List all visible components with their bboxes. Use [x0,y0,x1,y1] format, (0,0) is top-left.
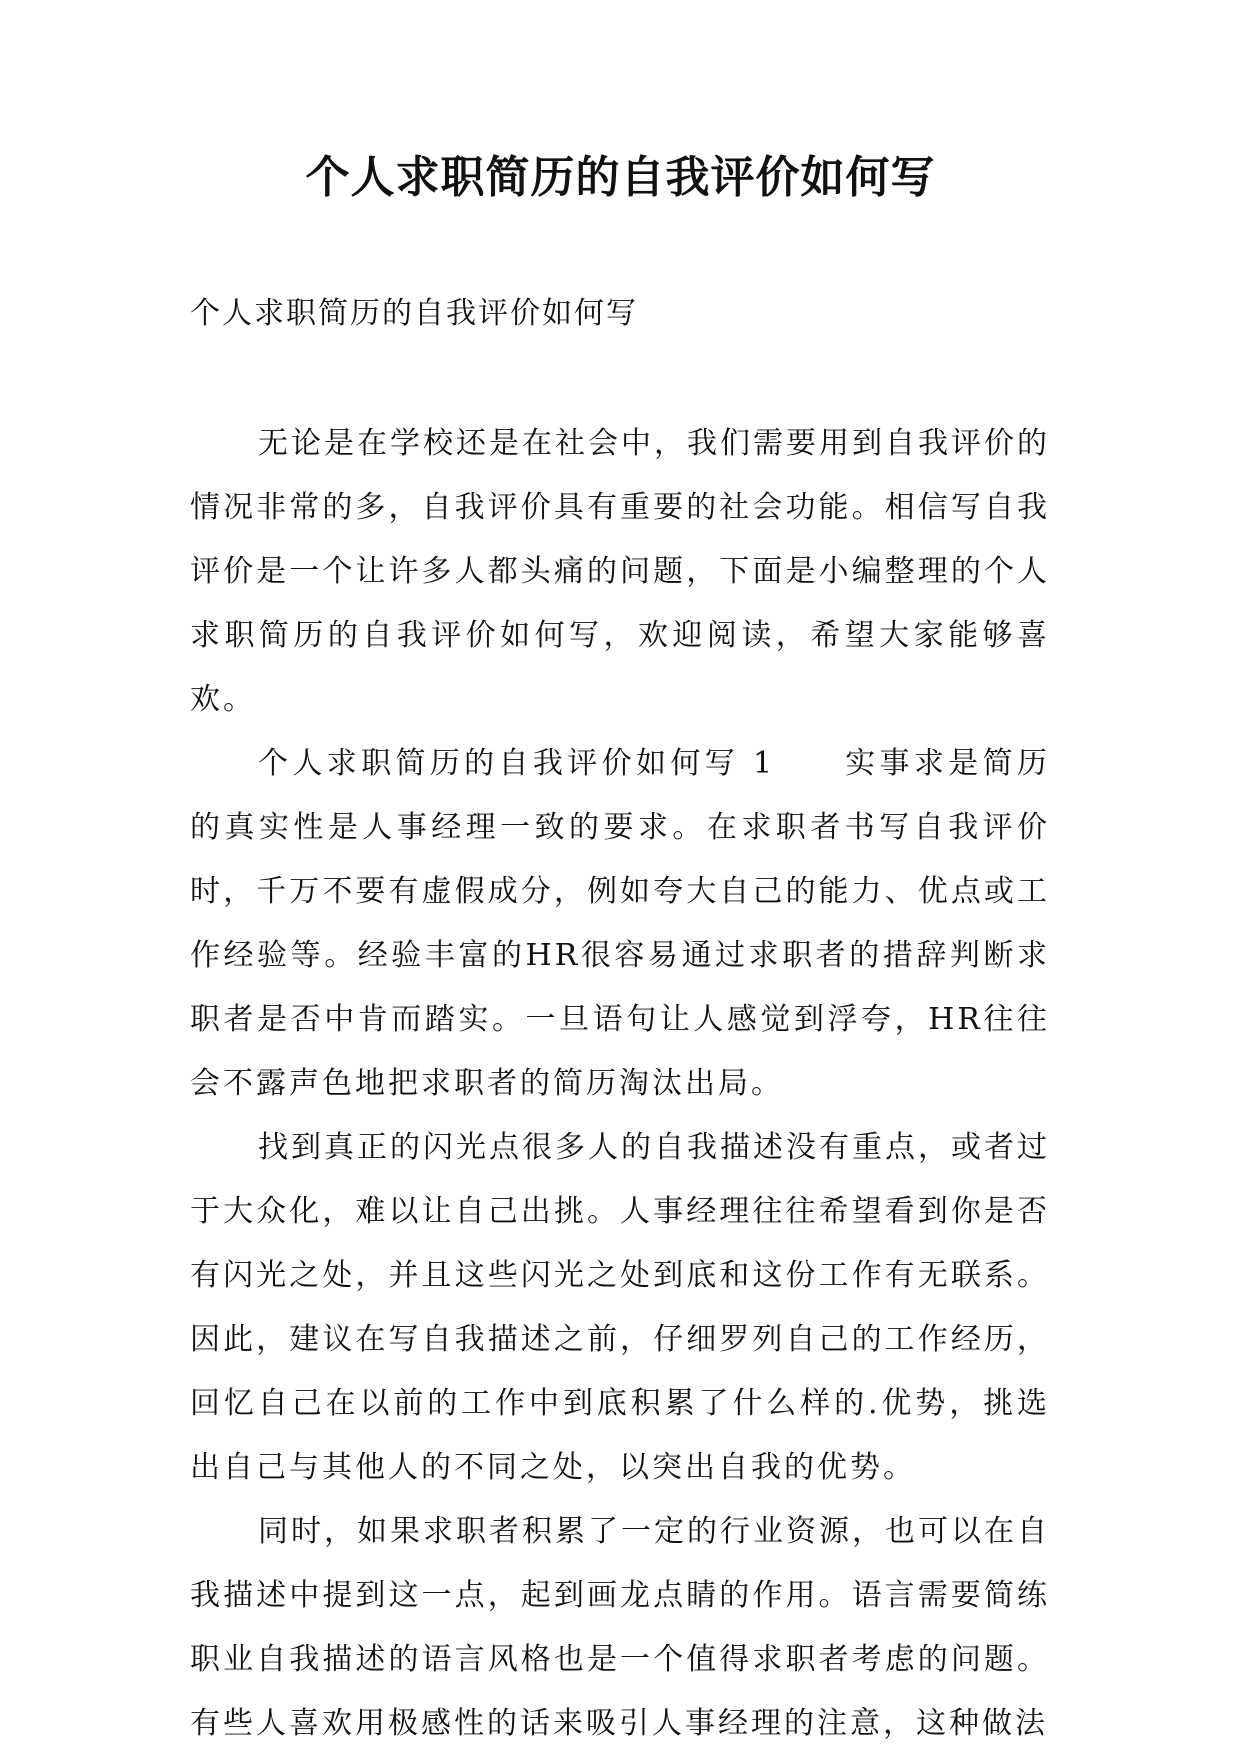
paragraph-intro: 无论是在学校还是在社会中，我们需要用到自我评价的情况非常的多，自我评价具有重要的社会功能。相信写自我评价是一个让许多人都头痛的问题，下面是小编整理的个人求职简历的自我评价如何写，欢迎阅读，希望大家能够喜欢。 [190,426,1050,717]
paragraph-resources: 同时，如果求职者积累了一定的行业资源，也可以在自我描述中提到这一点，起到画龙点睛的作用。语言需要简练职业自我描述的语言风格也是一个值得求职者考虑的问题。有些人喜欢用极感性的话来吸引人事经理的注意，这种做法 [190,1514,1050,1741]
document-title: 个人求职简历的自我评价如何写 [305,152,936,203]
document-subtitle: 个人求职简历的自我评价如何写 [190,296,638,331]
paragraph-highlights: 找到真正的闪光点很多人的自我描述没有重点，或者过于大众化，难以让自己出挑。人事经理往往希望看到你是否有闪光之处，并且这些闪光之处到底和这份工作有无联系。因此，建议在写自我描述之前，仔细罗列自己的工作经历，回忆自己在以前的工作中到底积累了什么样的.优势，挑选出自己与其他人的不同之处，以突出自我的优势。 [190,1130,1050,1485]
document-body [190,292,1050,1756]
paragraph-truthfulness: 个人求职简历的自我评价如何写 1 实事求是简历的真实性是人事经理一致的要求。在求职者书写自我评价时，千万不要有虚假成分，例如夸大自己的能力、优点或工作经验等。经验丰富的HR很容易通过求职者的措辞判断求职者是否中肯而踏实。一旦语句让人感觉到浮夸，HR往往会不露声色地把求职者的简历淘汰出局。 [190,746,1050,1101]
